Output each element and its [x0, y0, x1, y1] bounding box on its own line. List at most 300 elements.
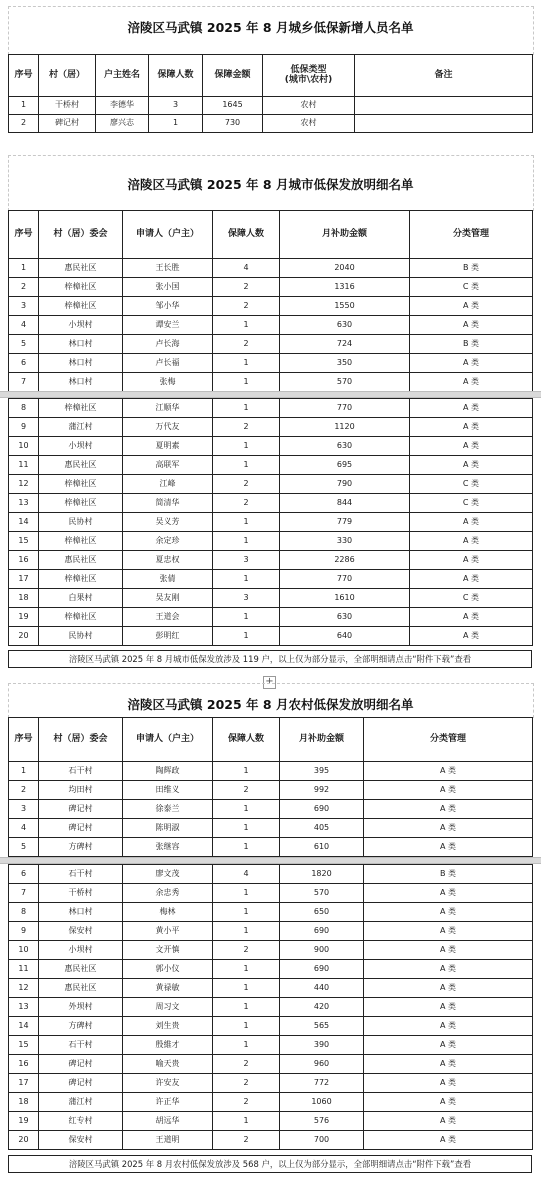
section1-title: 涪陵区马武镇 2025 年 8 月城乡低保新增人员名单 — [127, 20, 414, 35]
table-cell: 吴义芳 — [123, 513, 213, 532]
table-cell: A 类 — [364, 1055, 533, 1074]
table-cell: 12 — [9, 475, 39, 494]
table-cell: 彭明红 — [123, 627, 213, 646]
table-cell: 3 — [149, 97, 203, 115]
table-row — [9, 278, 533, 297]
table-cell: 1 — [213, 1036, 280, 1055]
table-row — [9, 418, 533, 437]
table-cell: 18 — [9, 1093, 39, 1112]
table-row — [9, 627, 533, 646]
column-header: 保障金额 — [203, 55, 263, 97]
table-row — [9, 838, 533, 857]
table-cell: 殷維才 — [123, 1036, 213, 1055]
table-row — [9, 551, 533, 570]
column-header: 分类管理 — [364, 718, 533, 762]
table-cell: 李德华 — [96, 97, 149, 115]
table-cell: 1 — [213, 570, 280, 589]
table-cell: 张小国 — [123, 278, 213, 297]
table-cell: 徐泰兰 — [123, 800, 213, 819]
table-cell: 690 — [280, 922, 364, 941]
table-cell: 碑记村 — [39, 115, 96, 133]
table-cell: A 类 — [364, 1017, 533, 1036]
table-cell: 1 — [213, 998, 280, 1017]
table-row — [9, 819, 533, 838]
table-cell: 黄禄敏 — [123, 979, 213, 998]
table-cell: 405 — [280, 819, 364, 838]
table-cell: A 类 — [410, 297, 533, 316]
table-cell: 20 — [9, 1131, 39, 1150]
table-cell: 770 — [280, 570, 410, 589]
table-cell: 小坝村 — [39, 316, 123, 335]
table-cell: 2 — [213, 1055, 280, 1074]
section2-table-part1 — [8, 210, 533, 392]
table-cell: A 类 — [410, 418, 533, 437]
table-cell: A 类 — [364, 884, 533, 903]
table-cell: 惠民社区 — [39, 259, 123, 278]
table-cell: 1 — [213, 1017, 280, 1036]
table-cell: 14 — [9, 1017, 39, 1036]
table-cell: 2 — [213, 297, 280, 316]
table-row — [9, 589, 533, 608]
table-row — [9, 865, 533, 884]
table-cell: A 类 — [364, 941, 533, 960]
table-cell: 1 — [213, 922, 280, 941]
table-cell: 碑记村 — [39, 1074, 123, 1093]
table-cell: 余定珍 — [123, 532, 213, 551]
table-cell: 江峰 — [123, 475, 213, 494]
section2-table-part2 — [8, 398, 533, 646]
table-cell: A 类 — [410, 513, 533, 532]
table-cell: 王道会 — [123, 608, 213, 627]
table-cell: 18 — [9, 589, 39, 608]
table-cell: 7 — [9, 373, 39, 392]
table-cell: 1 — [213, 800, 280, 819]
column-header: 序号 — [9, 55, 39, 97]
table-cell: 2040 — [280, 259, 410, 278]
table-row — [9, 259, 533, 278]
table-row — [9, 335, 533, 354]
table-row — [9, 1093, 533, 1112]
section3-table-part2 — [8, 864, 533, 1150]
table-cell: 2 — [9, 115, 39, 133]
table-row — [9, 800, 533, 819]
table-cell: 565 — [280, 1017, 364, 1036]
table-cell: 高联军 — [123, 456, 213, 475]
table-cell: 梅林 — [123, 903, 213, 922]
table-cell: 1 — [213, 819, 280, 838]
table-cell: A 类 — [410, 399, 533, 418]
table-cell: 石干村 — [39, 865, 123, 884]
table-cell: 林口村 — [39, 903, 123, 922]
table-cell: A 类 — [364, 979, 533, 998]
table-cell: 19 — [9, 608, 39, 627]
table-cell: 王道明 — [123, 1131, 213, 1150]
table-row — [9, 903, 533, 922]
table-cell: A 类 — [410, 532, 533, 551]
table-cell: 4 — [9, 316, 39, 335]
table-cell: 红专村 — [39, 1112, 123, 1131]
table-cell: 黄小平 — [123, 922, 213, 941]
table-cell: 保安村 — [39, 922, 123, 941]
table-cell: 1120 — [280, 418, 410, 437]
table-cell: 许安友 — [123, 1074, 213, 1093]
table-cell: 2286 — [280, 551, 410, 570]
column-header: 月补助金额 — [280, 718, 364, 762]
table-cell: 1 — [213, 627, 280, 646]
table-cell: A 类 — [364, 819, 533, 838]
table-cell: 夏忠权 — [123, 551, 213, 570]
table-cell: 690 — [280, 960, 364, 979]
table-cell: 5 — [9, 838, 39, 857]
column-header: 分类管理 — [410, 211, 533, 259]
table-cell: 碑记村 — [39, 819, 123, 838]
table-cell: 均田村 — [39, 781, 123, 800]
table-cell: 惠民社区 — [39, 551, 123, 570]
table-cell: 1 — [213, 960, 280, 979]
table-cell: 330 — [280, 532, 410, 551]
table-cell: 梓樟社区 — [39, 399, 123, 418]
table-cell: A 类 — [410, 551, 533, 570]
table-cell: 900 — [280, 941, 364, 960]
table-row — [9, 1017, 533, 1036]
table-cell: 2 — [9, 278, 39, 297]
table-cell: 蒲江村 — [39, 1093, 123, 1112]
table-cell: 陈明淑 — [123, 819, 213, 838]
column-header: 备注 — [355, 55, 533, 97]
table-cell: 胡远华 — [123, 1112, 213, 1131]
table-cell: 3 — [213, 589, 280, 608]
table-cell: 1645 — [203, 97, 263, 115]
table-cell: 1 — [213, 456, 280, 475]
table-cell: 石干村 — [39, 1036, 123, 1055]
table-cell: 570 — [280, 884, 364, 903]
table-cell: 1550 — [280, 297, 410, 316]
table-cell: 1 — [213, 903, 280, 922]
table-row — [9, 532, 533, 551]
table-cell: 2 — [213, 278, 280, 297]
table-cell: B 类 — [410, 335, 533, 354]
table-row — [9, 884, 533, 903]
table-cell: 卢长福 — [123, 354, 213, 373]
table-cell: 碑记村 — [39, 800, 123, 819]
column-header: 保障人数 — [149, 55, 203, 97]
column-header: 村（居）委会 — [39, 211, 123, 259]
table-row — [9, 373, 533, 392]
table-cell: 9 — [9, 922, 39, 941]
table-cell: 724 — [280, 335, 410, 354]
table-cell: 周习文 — [123, 998, 213, 1017]
table-cell: 惠民社区 — [39, 979, 123, 998]
table-cell: 17 — [9, 570, 39, 589]
table-row — [9, 922, 533, 941]
column-header: 户主姓名 — [96, 55, 149, 97]
table-cell: 4 — [213, 259, 280, 278]
table-cell: A 类 — [364, 1074, 533, 1093]
table-cell: A 类 — [364, 781, 533, 800]
table-cell: 外坝村 — [39, 998, 123, 1017]
table-cell: 梓樟社区 — [39, 570, 123, 589]
table-cell: 梓樟社区 — [39, 532, 123, 551]
table-cell: 6 — [9, 865, 39, 884]
table-cell: 惠民社区 — [39, 960, 123, 979]
table-cell: 770 — [280, 399, 410, 418]
table-cell: A 类 — [364, 800, 533, 819]
column-header: 序号 — [9, 718, 39, 762]
table-cell: 700 — [280, 1131, 364, 1150]
table-cell: 440 — [280, 979, 364, 998]
table-cell: 梓樟社区 — [39, 297, 123, 316]
table-cell: B 类 — [364, 865, 533, 884]
table-cell: 1 — [213, 354, 280, 373]
table-cell: 12 — [9, 979, 39, 998]
table-row — [9, 1036, 533, 1055]
section2-title: 涪陵区马武镇 2025 年 8 月城市低保发放明细名单 — [127, 177, 414, 192]
table-cell: 张继容 — [123, 838, 213, 857]
table-cell: 17 — [9, 1074, 39, 1093]
table-cell: A 类 — [364, 903, 533, 922]
column-header: 序号 — [9, 211, 39, 259]
table-cell: 8 — [9, 903, 39, 922]
table-cell: 1316 — [280, 278, 410, 297]
table-cell: 992 — [280, 781, 364, 800]
table-cell: C 类 — [410, 589, 533, 608]
table-cell — [355, 115, 533, 133]
table-cell: 1 — [9, 762, 39, 781]
table-cell: 844 — [280, 494, 410, 513]
table-cell: A 类 — [364, 960, 533, 979]
table-cell: C 类 — [410, 278, 533, 297]
table-cell: 4 — [213, 865, 280, 884]
column-header: 低保类型 (城市\农村) — [263, 55, 355, 97]
table-cell: A 类 — [364, 922, 533, 941]
table-cell: 730 — [203, 115, 263, 133]
table-cell: 民协村 — [39, 627, 123, 646]
table-row — [9, 1131, 533, 1150]
table-row — [9, 941, 533, 960]
table-row — [9, 762, 533, 781]
table-cell: A 类 — [410, 608, 533, 627]
table-cell: 林口村 — [39, 354, 123, 373]
table-cell: 6 — [9, 354, 39, 373]
table-cell: 郭小仪 — [123, 960, 213, 979]
table-row — [9, 354, 533, 373]
table-cell: 3 — [9, 297, 39, 316]
section3-footnote: 涪陵区马武镇 2025 年 8 月农村低保发放涉及 568 户，以上仅为部分显示，全部明细请点击“附件下载”查看 — [8, 1155, 532, 1173]
table-cell: 5 — [9, 335, 39, 354]
column-header: 村（居）委会 — [39, 718, 123, 762]
column-header: 月补助金额 — [280, 211, 410, 259]
table-cell: 10 — [9, 941, 39, 960]
table-cell: 干桥村 — [39, 884, 123, 903]
table-cell: 19 — [9, 1112, 39, 1131]
table-cell: 4 — [9, 819, 39, 838]
table-cell: 8 — [9, 399, 39, 418]
table-cell: 13 — [9, 494, 39, 513]
table-cell: 640 — [280, 627, 410, 646]
table-cell: 许正华 — [123, 1093, 213, 1112]
table-cell: 3 — [9, 800, 39, 819]
column-header: 保障人数 — [213, 718, 280, 762]
table-cell: 廖兴志 — [96, 115, 149, 133]
table-row — [9, 781, 533, 800]
table-cell: 林口村 — [39, 373, 123, 392]
table-cell: 350 — [280, 354, 410, 373]
table-cell: C 类 — [410, 475, 533, 494]
table-cell: 小坝村 — [39, 437, 123, 456]
table-cell: 1 — [213, 608, 280, 627]
table-cell: 2 — [213, 781, 280, 800]
table-cell: A 类 — [410, 456, 533, 475]
table-cell: 390 — [280, 1036, 364, 1055]
table-cell: 陶辉政 — [123, 762, 213, 781]
table-cell: 420 — [280, 998, 364, 1017]
table-cell: 1 — [213, 884, 280, 903]
table-cell: 772 — [280, 1074, 364, 1093]
section3-title: 涪陵区马武镇 2025 年 8 月农村低保发放明细名单 — [127, 697, 414, 712]
table-cell: 张倩 — [123, 570, 213, 589]
table-cell: 15 — [9, 1036, 39, 1055]
table-cell: 小坝村 — [39, 941, 123, 960]
section2-footnote: 涪陵区马武镇 2025 年 8 月城市低保发放涉及 119 户，以上仅为部分显示，全部明细请点击“附件下载”查看 — [8, 650, 532, 668]
table-cell: 民协村 — [39, 513, 123, 532]
table-cell: 1 — [9, 259, 39, 278]
table-cell: A 类 — [364, 1112, 533, 1131]
table-row — [9, 456, 533, 475]
table-row — [9, 960, 533, 979]
section3-table-part1 — [8, 717, 533, 857]
table-cell: A 类 — [364, 1131, 533, 1150]
table-cell: 1 — [213, 316, 280, 335]
table-cell: 干桥村 — [39, 97, 96, 115]
table-cell: 1060 — [280, 1093, 364, 1112]
table-cell: 卢长海 — [123, 335, 213, 354]
table-cell: A 类 — [410, 627, 533, 646]
table-row — [9, 513, 533, 532]
table-cell: 张梅 — [123, 373, 213, 392]
table-cell: 2 — [213, 941, 280, 960]
table-cell: 1 — [213, 838, 280, 857]
table-cell: 2 — [213, 1131, 280, 1150]
table-cell: 2 — [9, 781, 39, 800]
table-cell: A 类 — [364, 1036, 533, 1055]
table-cell: 1 — [149, 115, 203, 133]
table-cell: 1610 — [280, 589, 410, 608]
table-cell: 廖文茂 — [123, 865, 213, 884]
table-cell: 630 — [280, 437, 410, 456]
table-cell: 15 — [9, 532, 39, 551]
table-row — [9, 998, 533, 1017]
table-cell: 石干村 — [39, 762, 123, 781]
table-cell: 2 — [213, 475, 280, 494]
table-cell: 16 — [9, 1055, 39, 1074]
table-cell: 邹小华 — [123, 297, 213, 316]
table-row — [9, 316, 533, 335]
table-cell: 碑记村 — [39, 1055, 123, 1074]
table-cell: A 类 — [410, 316, 533, 335]
table-cell: A 类 — [364, 998, 533, 1017]
column-header: 申请人（户主） — [123, 211, 213, 259]
table-cell: 13 — [9, 998, 39, 1017]
table-cell: 农村 — [263, 115, 355, 133]
table-row — [9, 608, 533, 627]
table-cell: 蒲江村 — [39, 418, 123, 437]
table-row — [9, 297, 533, 316]
table-cell: 630 — [280, 316, 410, 335]
table-cell: 喻天贵 — [123, 1055, 213, 1074]
table-cell: 10 — [9, 437, 39, 456]
table-cell: 简清华 — [123, 494, 213, 513]
table-cell: 695 — [280, 456, 410, 475]
section1-table — [8, 54, 533, 133]
table-cell — [355, 97, 533, 115]
table-row — [9, 979, 533, 998]
table-cell: 田维义 — [123, 781, 213, 800]
table-cell: 395 — [280, 762, 364, 781]
table-row — [9, 97, 533, 115]
table-row — [9, 1055, 533, 1074]
table-cell: 630 — [280, 608, 410, 627]
table-cell: 2 — [213, 494, 280, 513]
table-cell: 9 — [9, 418, 39, 437]
table-cell: 650 — [280, 903, 364, 922]
table-row — [9, 475, 533, 494]
table-row — [9, 494, 533, 513]
table-row — [9, 399, 533, 418]
table-cell: 1 — [213, 979, 280, 998]
table-cell: 1 — [213, 1112, 280, 1131]
table-cell: 11 — [9, 456, 39, 475]
table-cell: 790 — [280, 475, 410, 494]
page-break — [0, 391, 541, 398]
table-cell: 王长胜 — [123, 259, 213, 278]
table-cell: A 类 — [410, 437, 533, 456]
table-cell: 保安村 — [39, 1131, 123, 1150]
table-row — [9, 1074, 533, 1093]
table-cell: 11 — [9, 960, 39, 979]
page-break-2 — [0, 857, 541, 864]
column-header: 保障人数 — [213, 211, 280, 259]
table-row — [9, 437, 533, 456]
table-cell: A 类 — [410, 354, 533, 373]
table-cell: 2 — [213, 418, 280, 437]
table-cell: 1 — [9, 97, 39, 115]
table-cell: 刘生贵 — [123, 1017, 213, 1036]
table-cell: 2 — [213, 335, 280, 354]
table-cell: 谭安兰 — [123, 316, 213, 335]
table-row — [9, 570, 533, 589]
table-cell: 1820 — [280, 865, 364, 884]
table-cell: 方碑村 — [39, 1017, 123, 1036]
table-cell: 570 — [280, 373, 410, 392]
table-cell: 梓樟社区 — [39, 475, 123, 494]
table-cell: 白果村 — [39, 589, 123, 608]
table-row — [9, 115, 533, 133]
table-cell: C 类 — [410, 494, 533, 513]
table-cell: 梓樟社区 — [39, 608, 123, 627]
table-cell: B 类 — [410, 259, 533, 278]
column-header: 村（居） — [39, 55, 96, 97]
table-cell: 1 — [213, 399, 280, 418]
column-header: 申请人（户主） — [123, 718, 213, 762]
table-cell: A 类 — [364, 1093, 533, 1112]
table-cell: 576 — [280, 1112, 364, 1131]
table-cell: 1 — [213, 513, 280, 532]
table-cell: A 类 — [364, 838, 533, 857]
table-cell: A 类 — [410, 570, 533, 589]
add-section-button[interactable]: + — [263, 676, 276, 689]
table-cell: 江顺华 — [123, 399, 213, 418]
table-cell: 3 — [213, 551, 280, 570]
